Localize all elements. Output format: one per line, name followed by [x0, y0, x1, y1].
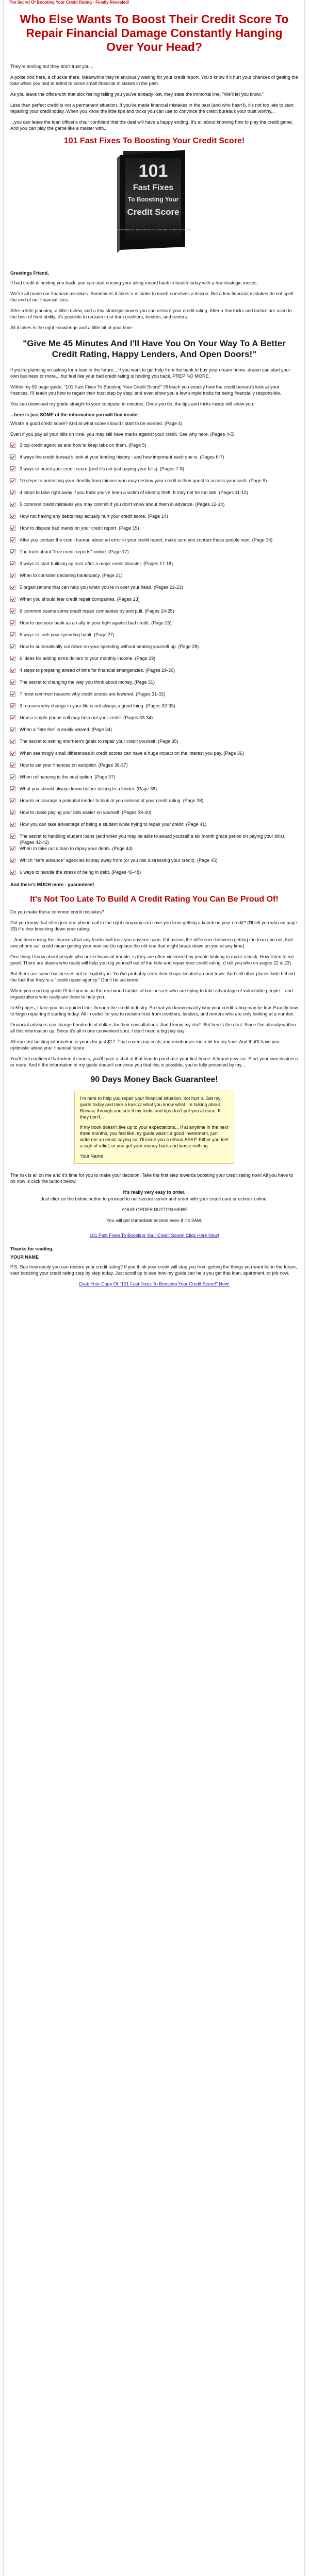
checkmark-icon	[10, 858, 15, 863]
feature-item	[10, 501, 298, 513]
order-instructions: Just click on the below button to proceed to our secure server and order with your credit card or echeck online.	[41, 1196, 268, 1201]
checkmark-icon	[10, 727, 15, 732]
guarantee-paragraph: I'm here to help you repair your financial situation, not hurt it. Get my guide today and take a look at what you know what I'm talking about. Browse through and see if my tricks and tips don't put you at ease. If they don't...	[80, 1096, 221, 1120]
feature-item	[10, 549, 298, 561]
checkmark-icon	[10, 703, 15, 708]
page-content	[4, 0, 304, 1286]
feature-text: 5 organizations that can help you when you're in over your head. (Pages 22-23)	[20, 585, 183, 590]
body-paragraph: If bad credit is holding you back, you can start nursing your ailing record back to health today with a few strategic moves.	[10, 280, 258, 285]
guarantee-signature: Your Name	[80, 1154, 103, 1159]
checkmark-icon	[10, 502, 15, 507]
feature-text: After you contact the credit bureau about an error in your credit report, make sure you contact these people next. (Page 16)	[20, 537, 273, 543]
checkmark-icon	[10, 739, 15, 744]
book-title-line2: To Boosting Your	[127, 196, 179, 203]
feature-text: 6 ideas for adding extra dollars to your monthly income. (Page 29)	[20, 656, 156, 661]
feature-item	[10, 798, 298, 809]
checkmark-icon	[10, 549, 15, 554]
feature-text: How to use your bank as an ally in your fight against bad credit. (Page 25)	[20, 620, 172, 625]
feature-item	[10, 715, 298, 726]
checkmark-icon	[10, 644, 15, 649]
feature-item	[10, 442, 298, 454]
feature-item	[10, 572, 298, 584]
feature-text: How a simple phone call may help out your credit. (Pages 33-34)	[20, 715, 153, 720]
feature-item	[10, 513, 298, 525]
checkmark-icon	[10, 597, 15, 602]
body-paragraph: In 50 pages, I take you on a guided tour through the credit industry. So that you know exactly why your credit rating may be low. Exactly how to begin repairing it starting today. All in order for you to reclaim trust from creditors, lenders, and renters who are only looking at a number.	[10, 1005, 298, 1016]
feature-text: The secret to handling student loans (and when you may be able to award yourself a six month grace period on paying your bills). (Pages 42-43)	[20, 834, 286, 845]
checkmark-icon	[10, 537, 15, 543]
body-paragraph: What's a good credit score? And at what score should I start to be worried. (Page 4)	[10, 421, 183, 426]
checkmark-icon	[10, 490, 15, 495]
feature-text: 6 ways to handle the stress of being in debt. (Pages 46-48)	[20, 870, 141, 875]
feature-text: 5 common credit mistakes you may commit if you don't know about them in advance. (Pages 12-14)	[20, 502, 225, 507]
guarantee-box	[74, 1091, 234, 1164]
feature-text: How to dispute bad marks on your credit report. (Page 15)	[20, 526, 139, 531]
ebook-cover	[10, 148, 298, 255]
book-cover-graphic	[108, 148, 201, 255]
postscript: P.S. See how easily you can restore your credit rating? If you think your credit will stop you from getting the things you want for in the future, start boosting your credit rating step by step today. Just scroll up to see how my guide can help you get that loan, apartment, or job now.	[10, 1264, 297, 1276]
easy-order-heading: It's really very easy to order.	[123, 1190, 186, 1195]
page-frame	[3, 0, 305, 2576]
book-title-line3: Credit Score	[127, 207, 180, 217]
feature-item	[10, 608, 298, 620]
book-title-line1: Fast Fixes	[133, 183, 174, 192]
feature-text: 3 ways to start building up trust after a major credit disaster. (Pages 17-18)	[20, 561, 173, 566]
intro-paragraph: A polite nod here, a chuckle there. Meanwhile they're anxiously waiting for your credit report. You'd know if it hurt your chances of getting the loan when you had to admit to some small financial mistakes in the past.	[10, 75, 298, 86]
checkmark-icon	[10, 786, 15, 791]
intro-paragraph: ...you can leave the loan officer's chair confident that the deal will have a happy ending. It's all about knowing how to play the credit game. And you can play the game like a master with...	[10, 120, 294, 131]
feature-text: 4 steps to take right away if you think you've been a victim of identity theft. It may not be too late. (Pages 11-12)	[20, 490, 248, 495]
guarantee-heading: 90 Days Money Back Guarantee!	[90, 1075, 218, 1084]
feature-text: 4 steps to preparing ahead of time for financial emergencies. (Pages 29-30)	[20, 668, 175, 673]
intro-paragraph: They're smiling but they don't trust you...	[10, 64, 94, 69]
feature-text: How you can take advantage of being a student while trying to repair your credit. (Page 41)	[20, 822, 207, 827]
feature-item	[10, 703, 298, 715]
body-paragraph: You'll feel confident that when it counts, you'll have a shot at that loan to purchase your first home. A brand new car. Start your own business or more. And if the information in my guide doesn't convince you that this is possible, you're fully protected by my...	[10, 1056, 298, 1067]
feature-text: How to automatically cut down on your spending without beating yourself up. (Page 28)	[20, 644, 199, 649]
feature-item	[10, 762, 298, 774]
feature-text: When to consider declaring bankruptcy. (Page 21)	[20, 573, 123, 578]
feature-text: How to set your finances on autopilot. (Pages 36-37)	[20, 762, 128, 768]
feature-text: When you should fear credit repair companies. (Pages 23)	[20, 597, 140, 602]
checkmark-icon	[10, 585, 15, 590]
body-section-2	[10, 367, 298, 407]
checkmark-icon	[10, 668, 15, 673]
book-number: 101	[138, 161, 168, 181]
checkmark-icon	[10, 691, 15, 697]
features-intro: ...here is just SOME of the information you will find inside:	[10, 412, 139, 417]
body-paragraph: All my cost-busting information is yours for just $17. That covers my costs and reimburses me a bit for my time. And that'll have you optimistic about your financial future.	[10, 1039, 280, 1050]
checkmark-icon	[10, 454, 15, 460]
body-paragraph: You can download my guide straight to your computer in minutes. Once you do, the tips and tricks inside will show you:	[10, 401, 254, 406]
feature-item	[10, 726, 298, 738]
checkmark-icon	[10, 478, 15, 483]
checkmark-icon	[10, 561, 15, 566]
feature-text: The secret to changing the way you think about money. (Page 31)	[20, 680, 155, 685]
feature-item	[10, 679, 298, 691]
body-paragraph: We've all made our financial mistakes. Sometimes it takes a mistake to teach ourselves a lesson. But a few financial mistakes do not spell the end of our financial lives.	[10, 291, 294, 302]
feature-item	[10, 691, 298, 703]
feature-text: 5 ways to curb your spending habit. (Page 27)	[20, 632, 115, 637]
feature-text: How to make paying your bills easier on yourself. (Pages 39-40)	[20, 810, 152, 815]
intro-paragraph: Less than perfect credit is not a permanent situation. If you've made financial mistakes in the past (and who hasn't), it's not too late to start repairing your credit today. When you know the little tips and tricks you can use to convince the credit bureaus your trust worthy...	[10, 103, 294, 114]
feature-text: Which "safe advance" agencies to stay away from (or you risk distressing your credit). (Page 45)	[20, 858, 218, 863]
instant-access-text: You will get immediate access even if it's 3AM.	[106, 1218, 202, 1223]
top-banner: The Secret Of Boosting Your Credit Rating - Finally Revealed!	[9, 0, 129, 5]
feature-text: When refinancing is the best option. (Page 37)	[20, 774, 116, 779]
feature-item	[10, 857, 298, 869]
book-subtitle: "How to Repair Your Credit Score And Get On Your Way To A Better Credit Rating"	[116, 228, 191, 231]
checkmark-icon	[10, 656, 15, 661]
and-more-text: And there's MUCH more - guaranteed!	[10, 882, 94, 887]
body-paragraph: Financial advisors can charge hundreds of dollars for their consultations. And I know my stuff. But here's the deal. Since I've already written all this information up. Since it's all in one convenient spot. I don't need a big pay day.	[10, 1022, 296, 1033]
order-button[interactable]: YOUR ORDER BUTTON HERE	[121, 1207, 187, 1212]
feature-item	[10, 869, 298, 881]
feature-text: 7 most common reasons why credit scores are lowered. (Pages 31-32)	[20, 691, 166, 697]
checkmark-icon	[10, 608, 15, 614]
feature-text: 3 top credit agencies and how to keep tabs on them. (Page 5)	[20, 443, 147, 448]
checkmark-icon	[10, 466, 15, 471]
body-paragraph: Even if you pay all your bills on time, you may still have marks against your credit. See why here. (Pages 4-5)	[10, 432, 235, 437]
feature-text: How to encourage a potential lender to look at you instead of your credit rating. (Page 38)	[20, 798, 204, 803]
feature-item	[10, 466, 298, 478]
hero-headline: Who Else Wants To Boost Their Credit Score To Repair Financial Damage Constantly Hanging Over Your Head?	[20, 12, 289, 54]
intro-paragraph: As you leave the office with that sick feeling telling you you've already lost, they state the immortal line, "We'll let you know."	[10, 92, 264, 97]
feature-item	[10, 489, 298, 501]
checkmark-icon	[10, 620, 15, 625]
features-list	[10, 442, 298, 881]
feature-item	[10, 786, 298, 798]
feature-item	[10, 738, 298, 750]
checkmark-icon	[10, 680, 15, 685]
body-paragraph: All it takes is the right knowledge and a little bit of your time...	[10, 325, 136, 330]
signoff-thanks: Thanks for reading,	[10, 1246, 54, 1251]
body-paragraph: If you're planning on asking for a loan in the future... If you want to get help from the bank to buy your dream home, dream car, start your own business or more... but feel like your bad credit rating is holding you back, PREP NO MORE.	[10, 367, 290, 379]
product-heading: 101 Fast Fixes To Boosting Your Credit Score!	[63, 137, 245, 145]
feature-item	[10, 584, 298, 596]
signoff-name: YOUR NAME	[10, 1255, 39, 1260]
body-paragraph: But there are some businesses out to exploit you. You've probably seen their shops located around town. And still other places hide behind the fact that they're a "credit repair agency." Don't be suckered!	[10, 971, 295, 982]
feature-text: 4 ways the credit bureau's look at your lending history - and how important each one is. (Pages 6-7)	[20, 454, 224, 460]
feature-text: The truth about "free credit reports" online. (Page 17)	[20, 549, 129, 554]
body-paragraph: After a little planning, a little review, and a few strategic moves you can restore your credit rating. After a few tricks and tactics are used to the best of their ability, it's possible to reclaim trust from creditors, lenders, and renters.	[10, 308, 292, 319]
feature-text: 3 reasons why change in your life is not always a good thing. (Pages 32-33)	[20, 703, 175, 708]
checkmark-icon	[10, 762, 15, 768]
feature-item	[10, 537, 298, 549]
checkmark-icon	[10, 526, 15, 531]
book-side	[117, 155, 120, 253]
checkmark-icon	[10, 632, 15, 637]
feature-item	[10, 845, 298, 857]
body-paragraph: Within my 50 page guide, "101 Fast Fixes To Boosting Your Credit Score!" I'll teach you exactly how the credit bureau's look at your finances. I'll teach you how to regain their trust step by step, and even show you a few simple tricks for being financially responsible.	[10, 384, 281, 396]
body-paragraph: Did you know that often just one phone call to the right company can save you from getting a knock on your credit? (I'll tell you who on page 33) if either knocking down your rating.	[10, 920, 297, 931]
body-section-4	[10, 909, 298, 1068]
body-paragraph: ...And decreasing the chances that any lender will trust you anytime soon. If it means the difference between getting the loan and not, that one phone call could mean getting your new car (to replace the old one that might break down on you at any time).	[10, 937, 293, 948]
checkmark-icon	[10, 715, 15, 720]
feature-item	[10, 620, 298, 632]
feature-item	[10, 525, 298, 537]
feature-item	[10, 809, 298, 821]
body-paragraph: One thing I know about people who are in financial trouble, is they are often victimized by people looking to make a buck. How listen to me good. There are places who really will help you dig yourself out of the hole and repair your credit rating. (I tell you who on pages 22 & 23)	[10, 954, 295, 965]
checkmark-icon	[10, 751, 15, 756]
feature-item	[10, 750, 298, 762]
feature-item	[10, 667, 298, 679]
feature-item	[10, 821, 298, 833]
checkmark-icon	[10, 514, 15, 519]
checkmark-icon	[10, 822, 15, 827]
section-heading: It's Not Too Late To Build A Credit Rating You Can Be Proud Of!	[30, 895, 279, 904]
feature-text: The secret to setting short-term goals to repair your credit yourself. (Page 35)	[20, 739, 178, 744]
guarantee-paragraph: If my book doesn't live up to your expectations... If at anytime in the next three months, you feel like my guide wasn't a good investment, just write me an email saying so. I'll issue you a refund ASAP. Either you feel a sigh of relief, or you get your money back and waste nothing.	[80, 1125, 229, 1148]
body-paragraph: Do you make these common credit mistakes?	[10, 909, 105, 914]
checkmark-icon	[10, 573, 15, 578]
feature-item	[10, 454, 298, 466]
feature-item	[10, 596, 298, 608]
risk-paragraph: The risk is all on me and it's time for you to make your decision. Take the first step towards boosting your credit rating now! All you have to do now is click the button below.	[10, 1173, 294, 1184]
intro-section	[10, 63, 298, 131]
bottom-order-link[interactable]: Grab Your Copy Of "101 Fast Fixes To Boosting Your Credit Score!" Now!	[79, 1281, 230, 1286]
body-section-1	[10, 280, 298, 331]
feature-item	[10, 655, 298, 667]
feature-item	[10, 774, 298, 786]
feature-item	[10, 833, 298, 845]
final-order-link[interactable]: 101 Fast Fixes To Boosting Your Credit Score! Click Here Now!	[89, 1233, 219, 1238]
quote-headline: "Give Me 45 Minutes And I'll Have You On Your Way To A Better Credit Rating, Happy Lenders, And Open Doors!"	[23, 338, 286, 359]
checkmark-icon	[10, 846, 15, 851]
feature-item	[10, 632, 298, 643]
feature-text: 3 ways to boost your credit score (and it's not just paying your bills). (Pages 7-8)	[20, 466, 184, 471]
feature-text: 6 common scams some credit repair companies try and pull. (Pages 24-25)	[20, 608, 174, 614]
feature-item	[10, 478, 298, 489]
greeting: Greetings Friend,	[10, 270, 49, 276]
feature-text: 10 steps to protecting your identity from thieves who may destroy your credit in their quest to access your cash. (Page 9)	[20, 478, 267, 483]
feature-text: When a "late fee" is easily waived. (Page 34)	[20, 727, 112, 732]
feature-text: How not having any debts may actually hurt your credit score. (Page 14)	[20, 514, 168, 519]
body-paragraph: When you read my guide I'll tell you in on the real world tactics of businesses who are trying to take advantage of vulnerable people... and organizations who really are there to help you.	[10, 988, 293, 999]
feature-text: When to take out a loan to repay your debts. (Page 44)	[20, 846, 133, 851]
checkmark-icon	[10, 834, 15, 839]
feature-item	[10, 643, 298, 655]
checkmark-icon	[10, 774, 15, 779]
checkmark-icon	[10, 870, 15, 875]
feature-item	[10, 561, 298, 572]
checkmark-icon	[10, 443, 15, 448]
feature-text: What you should always know before talking to a lender. (Page 38)	[20, 786, 157, 791]
checkmark-icon	[10, 810, 15, 815]
feature-text: When seemingly small differences in credit scores can have a huge impact on the interest you pay. (Page 36)	[20, 751, 244, 756]
checkmark-icon	[10, 798, 15, 803]
